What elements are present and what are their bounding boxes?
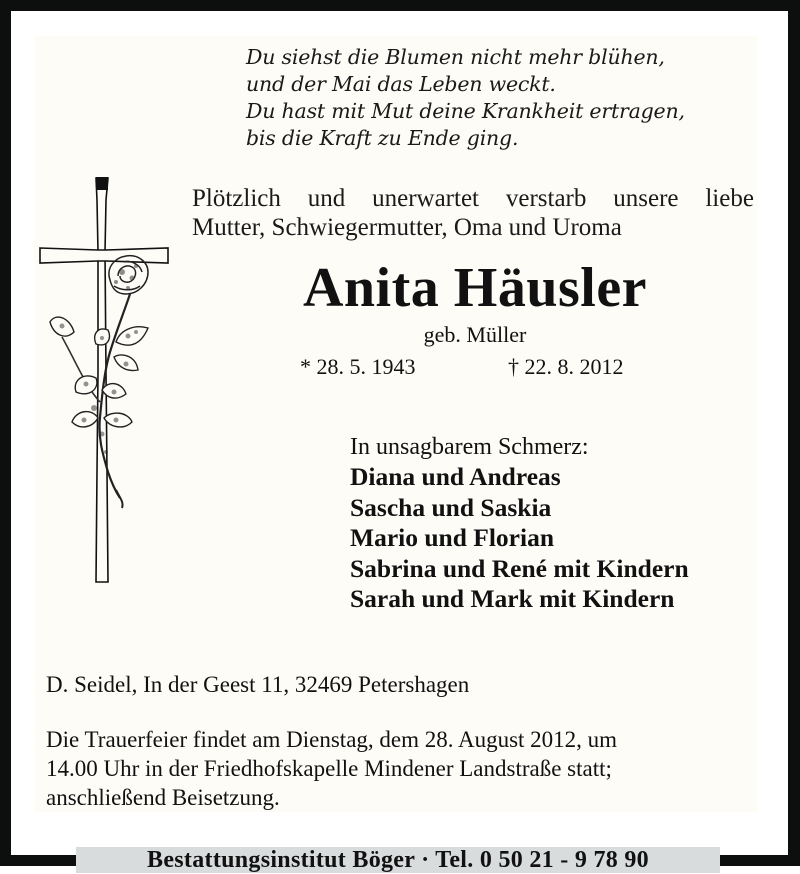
mourner-family: Mario und Florian bbox=[350, 523, 555, 552]
intro-line-2: Mutter, Schwiegermutter, Oma und Uroma bbox=[192, 214, 622, 241]
intro-text bbox=[192, 184, 754, 242]
maiden-name: geb. Müller bbox=[423, 322, 527, 347]
intro-word: und bbox=[307, 185, 346, 212]
poem-line: Du siehst die Blumen nicht mehr blühen, bbox=[246, 45, 665, 69]
poem-line: und der Mai das Leben weckt. bbox=[246, 72, 556, 96]
deceased-name: Anita Häusler bbox=[302, 257, 648, 319]
cross-with-rose-icon bbox=[36, 172, 176, 592]
mourner-family: Sascha und Saskia bbox=[350, 492, 552, 522]
intro-word: unsere bbox=[613, 185, 679, 212]
intro-word: liebe bbox=[705, 185, 754, 212]
footer-rule-right bbox=[720, 855, 800, 866]
funeral-home-contact: Bestattungsinstitut Böger · Tel. 0 50 21 - 9 78 90 bbox=[147, 847, 649, 873]
intro-line-1 bbox=[192, 184, 754, 213]
ceremony-line: 14.00 Uhr in der Friedhofskapelle Mindener Landstraße statt; bbox=[46, 756, 612, 781]
contact-address: D. Seidel, In der Geest 11, 32469 Petershagen bbox=[46, 672, 470, 697]
funeral-home-footer bbox=[76, 847, 720, 873]
poem-line: Du hast mit Mut deine Krankheit ertragen, bbox=[246, 99, 685, 123]
mourner-family: Sabrina und René mit Kindern bbox=[350, 553, 689, 583]
ceremony-line: anschließend Beisetzung. bbox=[46, 785, 280, 810]
intro-word: Plötzlich bbox=[192, 185, 281, 212]
intro-word: verstarb bbox=[505, 185, 587, 212]
mourners-heading: In unsagbarem Schmerz: bbox=[350, 434, 589, 460]
ceremony-info bbox=[46, 725, 617, 812]
birth-date: * 28. 5. 1943 bbox=[300, 354, 416, 379]
poem-line: bis die Kraft zu Ende ging. bbox=[246, 126, 519, 150]
poem bbox=[246, 44, 685, 152]
footer-rule-left bbox=[0, 855, 76, 866]
mourner-family: Diana und Andreas bbox=[350, 462, 561, 491]
death-date: † 22. 8. 2012 bbox=[508, 354, 624, 379]
intro-word: unerwartet bbox=[372, 185, 479, 212]
mourner-family: Sarah und Mark mit Kindern bbox=[350, 584, 675, 613]
mourners-list bbox=[350, 432, 689, 615]
ceremony-line: Die Trauerfeier findet am Dienstag, dem 28. August 2012, um bbox=[46, 727, 618, 752]
